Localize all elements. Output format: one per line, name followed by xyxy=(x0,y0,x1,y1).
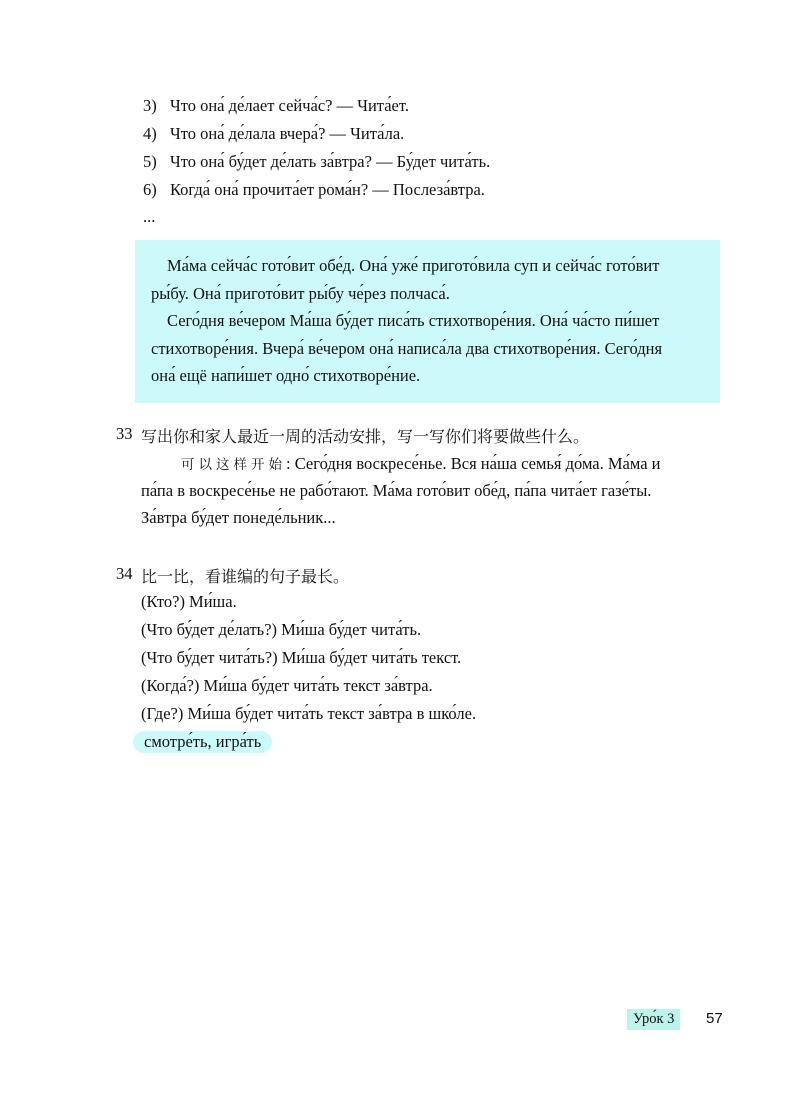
reading-line: она́ ещё напи́шет одно́ стихотворе́ние. xyxy=(151,366,421,385)
task-34-number: 34 xyxy=(116,564,133,583)
qa-line xyxy=(143,124,404,144)
page-number: 57 xyxy=(706,1010,723,1027)
qa-number: 6) xyxy=(143,180,157,199)
task-33-prompt-label: 可以这样开始 xyxy=(181,457,286,473)
reading-line: Ма́ма сейча́с гото́вит обе́д. Она́ уже́ пригото́вила суп и сейча́с гото́вит xyxy=(167,256,660,275)
task-34-line: (Что бу́дет де́лать?) Ми́ша бу́дет чита́ть. xyxy=(141,620,422,639)
task-34-line: (Кто?) Ми́ша. xyxy=(141,592,237,611)
task-34-line: (Где?) Ми́ша бу́дет чита́ть текст за́втра в шко́ле. xyxy=(141,704,477,723)
reading-box xyxy=(135,240,720,403)
task-33-number: 33 xyxy=(116,424,133,443)
qa-text: Когда́ она́ прочита́ет рома́н? — Послеза́втра. xyxy=(170,180,485,199)
qa-text: Что она́ де́лает сейча́с? — Чита́ет. xyxy=(170,96,409,115)
task-34-line: (Что бу́дет чита́ть?) Ми́ша бу́дет чита́ть текст. xyxy=(141,648,462,667)
qa-line xyxy=(143,152,490,172)
task-33-instruction: 写出你和家人最近一周的活动安排，写一写你们将要做些什么。 xyxy=(141,427,590,446)
ellipsis: ... xyxy=(143,207,156,226)
reading-line: стихотворе́ния. Вчера́ ве́чером она́ написа́ла два стихотворе́ния. Сего́дня xyxy=(151,339,663,358)
task-33-colon: : xyxy=(286,454,295,473)
task-33-line-3: За́втра бу́дет понеде́льник... xyxy=(141,508,336,527)
task-33-line-2: па́па в воскресе́нье не рабо́тают. Ма́ма гото́вит обе́д, па́па чита́ет газе́ты. xyxy=(141,481,652,500)
qa-number: 5) xyxy=(143,152,157,171)
qa-number: 3) xyxy=(143,96,157,115)
word-hint-chip: смотре́ть, игра́ть xyxy=(133,731,272,753)
task-33-line-1 xyxy=(181,453,660,474)
task-33-text: Сего́дня воскресе́нье. Вся на́ша семья́ до́ма. Ма́ма и xyxy=(294,454,661,473)
lesson-tag: Уро́к 3 xyxy=(627,1009,680,1030)
qa-line xyxy=(143,96,409,116)
qa-number: 4) xyxy=(143,124,157,143)
reading-line: ры́бу. Она́ пригото́вит ры́бу че́рез полчаса́. xyxy=(151,284,450,303)
qa-line xyxy=(143,180,485,200)
task-34-instruction: 比一比，看谁编的句子最长。 xyxy=(141,567,350,586)
qa-text: Что она́ де́лала вчера́? — Чита́ла. xyxy=(170,124,405,143)
task-34-line: (Когда́?) Ми́ша бу́дет чита́ть текст за́втра. xyxy=(141,676,433,695)
reading-line: Сего́дня ве́чером Ма́ша бу́дет писа́ть стихотворе́ния. Она́ ча́сто пи́шет xyxy=(167,311,660,330)
qa-text: Что она́ бу́дет де́лать за́втра? — Бу́дет чита́ть. xyxy=(170,152,491,171)
